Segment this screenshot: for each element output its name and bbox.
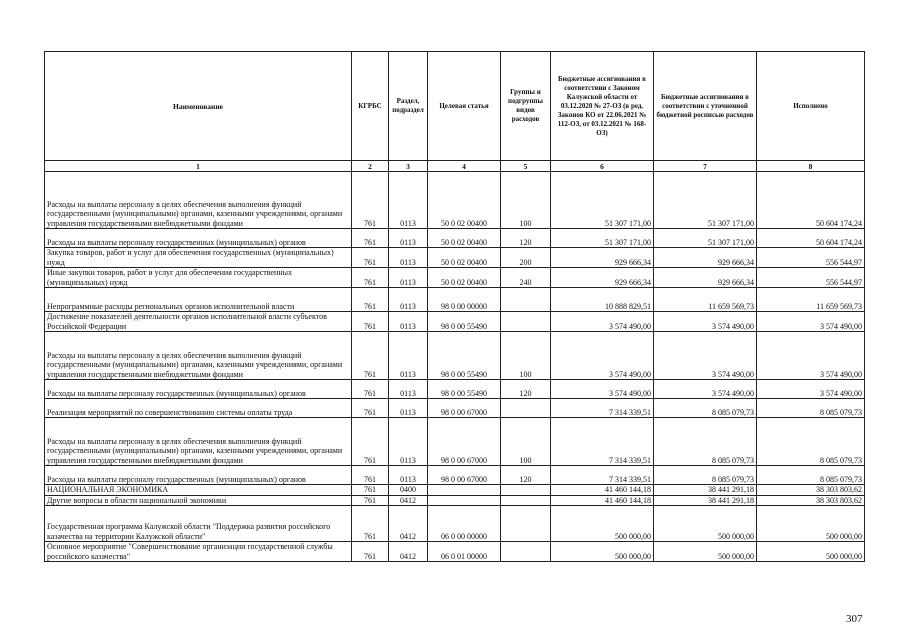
header-executed: Исполнено: [757, 52, 865, 161]
row-executed: 3 574 490,00: [757, 332, 865, 380]
row-kgrbs: 761: [352, 332, 389, 380]
row-plan-allocation: 3 574 490,00: [654, 332, 757, 380]
table-row: [45, 172, 865, 229]
table-row: [45, 332, 865, 380]
row-law-allocation: 929 666,34: [551, 248, 654, 268]
row-section: 0113: [389, 288, 428, 312]
row-target-article: [428, 485, 501, 496]
row-executed: 38 303 803,62: [757, 485, 865, 496]
row-target-article: [428, 495, 501, 506]
row-executed: 50 604 174,24: [757, 229, 865, 248]
row-section: 0412: [389, 506, 428, 542]
row-executed: 8 085 079,73: [757, 418, 865, 466]
row-section: 0113: [389, 172, 428, 229]
row-name: Реализация мероприятий по совершенствованию системы оплаты труда: [45, 399, 352, 418]
table-row: [45, 268, 865, 288]
row-kgrbs: 761: [352, 495, 389, 506]
row-plan-allocation: 3 574 490,00: [654, 380, 757, 399]
row-plan-allocation: 929 666,34: [654, 268, 757, 288]
row-law-allocation: 41 460 144,18: [551, 485, 654, 496]
row-plan-allocation: 38 441 291,18: [654, 495, 757, 506]
row-target-article: 98 0 00 67000: [428, 418, 501, 466]
row-plan-allocation: 500 000,00: [654, 506, 757, 542]
row-plan-allocation: 11 659 569,73: [654, 288, 757, 312]
row-plan-allocation: 500 000,00: [654, 542, 757, 562]
row-kgrbs: 761: [352, 399, 389, 418]
row-target-article: 06 0 00 00000: [428, 506, 501, 542]
row-expense-group: 100: [501, 418, 551, 466]
row-kgrbs: 761: [352, 248, 389, 268]
row-law-allocation: 500 000,00: [551, 542, 654, 562]
row-law-allocation: 7 314 339,51: [551, 466, 654, 485]
row-kgrbs: 761: [352, 288, 389, 312]
row-kgrbs: 761: [352, 418, 389, 466]
row-law-allocation: 929 666,34: [551, 268, 654, 288]
row-target-article: 06 0 01 00000: [428, 542, 501, 562]
table-row: [45, 466, 865, 485]
table-row: [45, 485, 865, 496]
row-target-article: 98 0 00 55490: [428, 312, 501, 332]
row-section: 0113: [389, 312, 428, 332]
row-expense-group: [501, 542, 551, 562]
row-executed: 50 604 174,24: [757, 172, 865, 229]
table-row: [45, 248, 865, 268]
row-kgrbs: 761: [352, 506, 389, 542]
row-executed: 500 000,00: [757, 506, 865, 542]
row-law-allocation: 41 460 144,18: [551, 495, 654, 506]
row-target-article: 50 0 02 00400: [428, 248, 501, 268]
table-row: [45, 506, 865, 542]
row-section: 0113: [389, 380, 428, 399]
row-kgrbs: 761: [352, 466, 389, 485]
header-row: [45, 52, 865, 161]
row-plan-allocation: 51 307 171,00: [654, 172, 757, 229]
row-name: Основное мероприятие "Совершенствование организации государственной службы российского казачества": [45, 542, 352, 562]
column-number: 7: [654, 161, 757, 172]
row-plan-allocation: 8 085 079,73: [654, 399, 757, 418]
row-executed: 556 544,97: [757, 268, 865, 288]
row-section: 0113: [389, 248, 428, 268]
row-plan-allocation: 51 307 171,00: [654, 229, 757, 248]
header-section: Раздел, подраздел: [389, 52, 428, 161]
header-law-allocation: Бюджетные ассигнования в соответствии с Законом Калужской области от 03.12.2020 № 27-ОЗ (в ред. Законов КО от 22.06.2021 № 112-ОЗ, от 03.12.2021 № 168-ОЗ): [551, 52, 654, 161]
table-row: [45, 399, 865, 418]
row-executed: 3 574 490,00: [757, 380, 865, 399]
row-name: Расходы на выплаты персоналу в целях обеспечения выполнения функций государственными (муниципальными) органами, казенными учреждениями, органами управления государственными внебюджетными фондами: [45, 332, 352, 380]
row-expense-group: 120: [501, 380, 551, 399]
row-executed: 8 085 079,73: [757, 466, 865, 485]
table-row: [45, 542, 865, 562]
row-target-article: 50 0 02 00400: [428, 268, 501, 288]
row-kgrbs: 761: [352, 229, 389, 248]
row-law-allocation: 51 307 171,00: [551, 172, 654, 229]
row-section: 0412: [389, 542, 428, 562]
row-kgrbs: 761: [352, 485, 389, 496]
row-expense-group: 200: [501, 248, 551, 268]
row-name: Достижение показателей деятельности органов исполнительной власти субъектов Российской Федерации: [45, 312, 352, 332]
row-expense-group: [501, 495, 551, 506]
row-section: 0113: [389, 399, 428, 418]
row-kgrbs: 761: [352, 380, 389, 399]
row-name: Закупка товаров, работ и услуг для обеспечения государственных (муниципальных) нужд: [45, 248, 352, 268]
row-law-allocation: 7 314 339,51: [551, 399, 654, 418]
header-kgrbs: КГРБС: [352, 52, 389, 161]
row-expense-group: 120: [501, 229, 551, 248]
column-number: 3: [389, 161, 428, 172]
row-executed: 556 544,97: [757, 248, 865, 268]
column-number: 4: [428, 161, 501, 172]
row-plan-allocation: 929 666,34: [654, 248, 757, 268]
row-name: Иные закупки товаров, работ и услуг для обеспечения государственных (муниципальных) нужд: [45, 268, 352, 288]
row-name: Другие вопросы в области национальной экономики: [45, 495, 352, 506]
row-name: Расходы на выплаты персоналу государственных (муниципальных) органов: [45, 229, 352, 248]
header-plan-allocation: Бюджетные ассигнования в соответствии с уточненной бюджетной росписью расходов: [654, 52, 757, 161]
header-name: Наименование: [45, 52, 352, 161]
row-law-allocation: 3 574 490,00: [551, 332, 654, 380]
row-expense-group: [501, 312, 551, 332]
row-section: 0113: [389, 466, 428, 485]
row-law-allocation: 3 574 490,00: [551, 312, 654, 332]
row-executed: 8 085 079,73: [757, 399, 865, 418]
table-row: [45, 495, 865, 506]
row-expense-group: [501, 485, 551, 496]
table-body: [45, 172, 865, 562]
row-expense-group: 240: [501, 268, 551, 288]
row-expense-group: [501, 506, 551, 542]
page-number: 307: [846, 613, 863, 625]
column-number: 8: [757, 161, 865, 172]
row-kgrbs: 761: [352, 542, 389, 562]
row-kgrbs: 761: [352, 312, 389, 332]
row-target-article: 50 0 02 00400: [428, 172, 501, 229]
row-law-allocation: 7 314 339,51: [551, 418, 654, 466]
row-name: Государственная программа Калужской области "Поддержка развития российского казачества на территории Калужской области": [45, 506, 352, 542]
row-section: 0113: [389, 332, 428, 380]
row-name: Непрограммные расходы региональных органов исполнительной власти: [45, 288, 352, 312]
row-plan-allocation: 38 441 291,18: [654, 485, 757, 496]
row-law-allocation: 3 574 490,00: [551, 380, 654, 399]
row-section: 0113: [389, 418, 428, 466]
row-section: 0113: [389, 229, 428, 248]
row-law-allocation: 51 307 171,00: [551, 229, 654, 248]
row-kgrbs: 761: [352, 268, 389, 288]
column-number: 2: [352, 161, 389, 172]
column-number: 6: [551, 161, 654, 172]
row-section: 0412: [389, 495, 428, 506]
row-target-article: 98 0 00 55490: [428, 332, 501, 380]
row-executed: 500 000,00: [757, 542, 865, 562]
row-target-article: 98 0 00 55490: [428, 380, 501, 399]
table-row: [45, 229, 865, 248]
row-law-allocation: 500 000,00: [551, 506, 654, 542]
header-group: Группы и подгруппы видов расходов: [501, 52, 551, 161]
row-target-article: 98 0 00 00000: [428, 288, 501, 312]
table-row: [45, 288, 865, 312]
row-section: 0113: [389, 268, 428, 288]
row-expense-group: [501, 399, 551, 418]
row-plan-allocation: 8 085 079,73: [654, 466, 757, 485]
row-expense-group: 100: [501, 172, 551, 229]
table-row: [45, 418, 865, 466]
row-target-article: 98 0 00 67000: [428, 399, 501, 418]
row-executed: 3 574 490,00: [757, 312, 865, 332]
row-expense-group: [501, 288, 551, 312]
row-plan-allocation: 8 085 079,73: [654, 418, 757, 466]
row-section: 0400: [389, 485, 428, 496]
row-expense-group: 100: [501, 332, 551, 380]
row-law-allocation: 10 888 829,51: [551, 288, 654, 312]
row-target-article: 98 0 00 67000: [428, 466, 501, 485]
row-plan-allocation: 3 574 490,00: [654, 312, 757, 332]
row-name: Расходы на выплаты персоналу в целях обеспечения выполнения функций государственными (муниципальными) органами, казенными учреждениями, органами управления государственными внебюджетными фондами: [45, 172, 352, 229]
row-target-article: 50 0 02 00400: [428, 229, 501, 248]
table-row: [45, 312, 865, 332]
table-row: [45, 380, 865, 399]
header-target: Целевая статья: [428, 52, 501, 161]
budget-sheet: [44, 51, 864, 562]
row-kgrbs: 761: [352, 172, 389, 229]
row-name: НАЦИОНАЛЬНАЯ ЭКОНОМИКА: [45, 485, 352, 496]
budget-table: [44, 51, 865, 562]
row-name: Расходы на выплаты персоналу в целях обеспечения выполнения функций государственными (муниципальными) органами, казенными учреждениями, органами управления государственными внебюджетными фондами: [45, 418, 352, 466]
column-number: 5: [501, 161, 551, 172]
column-number: 1: [45, 161, 352, 172]
row-executed: 11 659 569,73: [757, 288, 865, 312]
row-name: Расходы на выплаты персоналу государственных (муниципальных) органов: [45, 466, 352, 485]
row-executed: 38 303 803,62: [757, 495, 865, 506]
row-name: Расходы на выплаты персоналу государственных (муниципальных) органов: [45, 380, 352, 399]
column-number-row: [45, 161, 865, 172]
row-expense-group: 120: [501, 466, 551, 485]
